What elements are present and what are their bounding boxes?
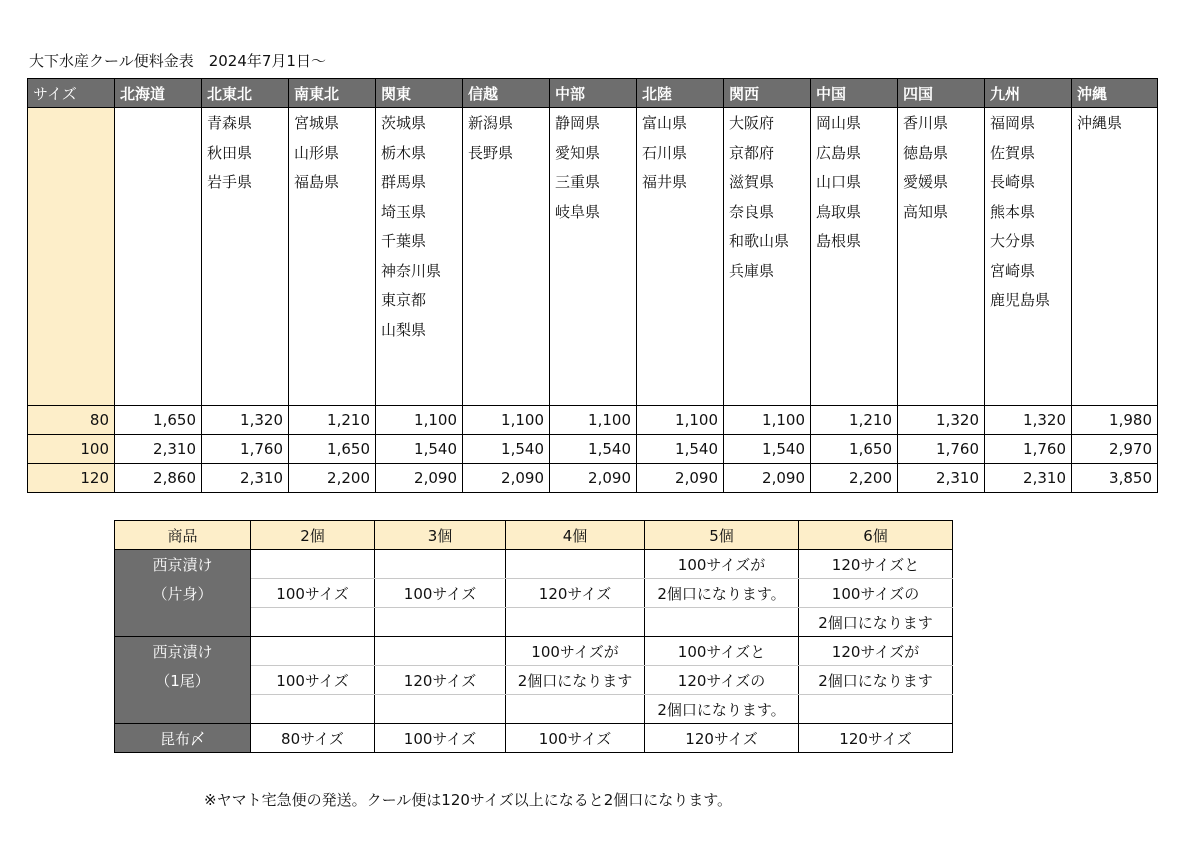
region-header: 中部 [550, 79, 637, 108]
prefecture-name: 鳥取県 [816, 202, 862, 221]
package-cell: 2個口になります [506, 666, 645, 695]
price-row [28, 435, 1158, 464]
package-cell: 2個口になります [799, 608, 953, 637]
package-cell [375, 695, 506, 724]
prefecture-name: 徳島県 [903, 143, 949, 162]
product-header: 商品 [115, 521, 251, 550]
price-cell: 2,200 [811, 464, 898, 493]
price-cell: 1,320 [898, 406, 985, 435]
prefecture-cell [550, 108, 637, 406]
product-name: 昆布〆 [115, 724, 251, 753]
prefecture-name: 和歌山県 [729, 232, 790, 250]
quantity-header: 6個 [799, 521, 953, 550]
package-cell [375, 608, 506, 637]
package-cell: 2個口になります。 [645, 579, 799, 608]
package-cell [645, 608, 799, 637]
package-row [115, 695, 953, 724]
prefecture-name: 神奈川県 [381, 261, 442, 280]
price-cell: 1,100 [724, 406, 811, 435]
region-header: 北陸 [637, 79, 724, 108]
package-size-table [114, 520, 953, 753]
size-cell [28, 108, 115, 406]
prefecture-name: 大分県 [990, 232, 1036, 250]
price-cell: 1,760 [898, 435, 985, 464]
price-row [28, 464, 1158, 493]
package-cell: 120サイズの [645, 666, 799, 695]
price-cell: 1,210 [289, 406, 376, 435]
region-header: 信越 [463, 79, 550, 108]
prefecture-name: 愛媛県 [903, 173, 949, 191]
price-cell: 1,540 [724, 435, 811, 464]
prefecture-name: 愛知県 [555, 143, 601, 162]
price-cell: 1,210 [811, 406, 898, 435]
package-cell [251, 637, 375, 666]
prefecture-cell [1072, 108, 1158, 406]
prefecture-name: 群馬県 [381, 173, 427, 191]
package-cell [375, 637, 506, 666]
product-name: （片身） [115, 579, 251, 608]
region-header: 関西 [724, 79, 811, 108]
price-cell: 2,860 [115, 464, 202, 493]
package-cell [506, 695, 645, 724]
price-cell: 1,100 [376, 406, 463, 435]
prefecture-name: 岩手県 [207, 173, 253, 191]
prefecture-name: 山口県 [816, 173, 862, 191]
prefecture-row [28, 108, 1158, 406]
price-cell: 1,540 [463, 435, 550, 464]
product-name: 西京漬け [115, 637, 251, 666]
package-row [115, 637, 953, 666]
price-cell: 2,310 [985, 464, 1072, 493]
prefecture-name: 東京都 [381, 291, 427, 309]
prefecture-cell [985, 108, 1072, 406]
prefecture-name: 山形県 [294, 143, 340, 162]
quantity-header: 5個 [645, 521, 799, 550]
prefecture-name: 高知県 [903, 202, 949, 221]
region-header: 四国 [898, 79, 985, 108]
price-cell: 1,540 [550, 435, 637, 464]
product-name: 西京漬け [115, 550, 251, 579]
package-cell: 100サイズ [375, 579, 506, 608]
prefecture-name: 宮城県 [294, 114, 340, 132]
package-cell [375, 550, 506, 579]
package-cell [506, 550, 645, 579]
region-header: 沖縄 [1072, 79, 1158, 108]
package-cell: 2個口になります。 [645, 695, 799, 724]
region-header: 中国 [811, 79, 898, 108]
prefecture-name: 栃木県 [381, 143, 427, 162]
prefecture-name: 熊本県 [990, 202, 1036, 221]
package-cell: 120サイズが [799, 637, 953, 666]
prefecture-name: 岐阜県 [555, 202, 601, 221]
region-header: 北海道 [115, 79, 202, 108]
prefecture-name: 奈良県 [729, 202, 775, 221]
price-cell: 1,980 [1072, 406, 1158, 435]
prefecture-name: 福島県 [294, 173, 340, 191]
page-title: 大下水産クール便料金表 2024年7月1日～ [29, 52, 326, 70]
prefecture-name: 島根県 [816, 232, 862, 250]
package-row [115, 579, 953, 608]
shipping-note: ※ヤマト宅急便の発送。クール便は120サイズ以上になると2個口になります。 [204, 791, 733, 809]
price-cell: 1,760 [985, 435, 1072, 464]
price-cell: 2,090 [463, 464, 550, 493]
price-cell: 2,090 [637, 464, 724, 493]
prefecture-cell [115, 108, 202, 406]
price-cell: 1,100 [637, 406, 724, 435]
prefecture-name: 佐賀県 [990, 143, 1036, 162]
prefecture-name: 京都府 [729, 143, 775, 162]
size-cell: 100 [28, 435, 115, 464]
prefecture-name: 静岡県 [555, 114, 601, 132]
price-cell: 1,650 [811, 435, 898, 464]
package-cell [251, 608, 375, 637]
prefecture-name: 富山県 [642, 114, 688, 132]
package-cell: 100サイズと [645, 637, 799, 666]
price-cell: 2,090 [376, 464, 463, 493]
package-cell: 120サイズ [799, 724, 953, 753]
prefecture-cell [376, 108, 463, 406]
price-cell: 1,650 [115, 406, 202, 435]
prefecture-cell [724, 108, 811, 406]
prefecture-name: 福井県 [642, 173, 688, 191]
prefecture-name: 千葉県 [381, 232, 427, 250]
package-row [115, 666, 953, 695]
price-cell: 1,320 [202, 406, 289, 435]
prefecture-name: 新潟県 [468, 114, 514, 132]
prefecture-name: 福岡県 [990, 114, 1036, 132]
price-cell: 1,760 [202, 435, 289, 464]
package-cell [251, 550, 375, 579]
prefecture-name: 長崎県 [990, 173, 1036, 191]
quantity-header: 3個 [375, 521, 506, 550]
price-cell: 1,100 [550, 406, 637, 435]
price-cell: 3,850 [1072, 464, 1158, 493]
prefecture-name: 長野県 [468, 143, 514, 162]
package-row [115, 550, 953, 579]
prefecture-cell [898, 108, 985, 406]
size-header: サイズ [28, 79, 115, 108]
prefecture-name: 石川県 [642, 143, 688, 162]
prefecture-name: 岡山県 [816, 114, 862, 132]
price-cell: 2,090 [550, 464, 637, 493]
price-cell: 1,100 [463, 406, 550, 435]
price-cell: 1,320 [985, 406, 1072, 435]
prefecture-name: 広島県 [816, 143, 862, 162]
product-name [115, 608, 251, 637]
prefecture-name: 秋田県 [207, 143, 253, 162]
price-cell: 1,540 [637, 435, 724, 464]
price-cell: 2,970 [1072, 435, 1158, 464]
prefecture-name: 埼玉県 [381, 202, 427, 221]
rate-header-row [28, 79, 1158, 108]
package-cell [251, 695, 375, 724]
package-cell: 100サイズが [645, 550, 799, 579]
price-row [28, 406, 1158, 435]
package-cell: 120サイズと [799, 550, 953, 579]
package-cell: 120サイズ [375, 666, 506, 695]
prefecture-name: 香川県 [903, 114, 949, 132]
price-cell: 1,540 [376, 435, 463, 464]
package-cell: 100サイズ [251, 666, 375, 695]
package-row [115, 724, 953, 753]
package-header-row [115, 521, 953, 550]
prefecture-name: 鹿児島県 [990, 291, 1051, 309]
package-cell: 120サイズ [645, 724, 799, 753]
package-cell [799, 695, 953, 724]
product-name [115, 695, 251, 724]
package-cell: 100サイズ [375, 724, 506, 753]
prefecture-cell [202, 108, 289, 406]
prefecture-cell [811, 108, 898, 406]
package-cell: 100サイズ [251, 579, 375, 608]
quantity-header: 4個 [506, 521, 645, 550]
prefecture-name: 沖縄県 [1077, 114, 1123, 132]
prefecture-name: 宮崎県 [990, 261, 1036, 280]
region-header: 関東 [376, 79, 463, 108]
prefecture-name: 大阪府 [729, 114, 775, 132]
price-cell: 2,310 [115, 435, 202, 464]
quantity-header: 2個 [251, 521, 375, 550]
prefecture-name: 兵庫県 [729, 261, 775, 280]
price-cell: 1,650 [289, 435, 376, 464]
price-cell: 2,090 [724, 464, 811, 493]
product-name: （1尾） [115, 666, 251, 695]
prefecture-name: 茨城県 [381, 114, 427, 132]
prefecture-name: 滋賀県 [729, 173, 775, 191]
price-cell: 2,200 [289, 464, 376, 493]
package-row [115, 608, 953, 637]
package-cell: 100サイズ [506, 724, 645, 753]
prefecture-cell [463, 108, 550, 406]
region-header: 南東北 [289, 79, 376, 108]
prefecture-cell [637, 108, 724, 406]
package-cell: 120サイズ [506, 579, 645, 608]
size-cell: 120 [28, 464, 115, 493]
package-cell: 100サイズが [506, 637, 645, 666]
region-header: 九州 [985, 79, 1072, 108]
prefecture-name: 山梨県 [381, 320, 427, 339]
price-cell: 2,310 [898, 464, 985, 493]
package-cell: 2個口になります [799, 666, 953, 695]
prefecture-name: 三重県 [555, 173, 601, 191]
package-cell: 80サイズ [251, 724, 375, 753]
price-cell: 2,310 [202, 464, 289, 493]
prefecture-name: 青森県 [207, 114, 253, 132]
prefecture-cell [289, 108, 376, 406]
package-cell [506, 608, 645, 637]
size-cell: 80 [28, 406, 115, 435]
region-header: 北東北 [202, 79, 289, 108]
rate-table [27, 78, 1158, 493]
package-cell: 100サイズの [799, 579, 953, 608]
